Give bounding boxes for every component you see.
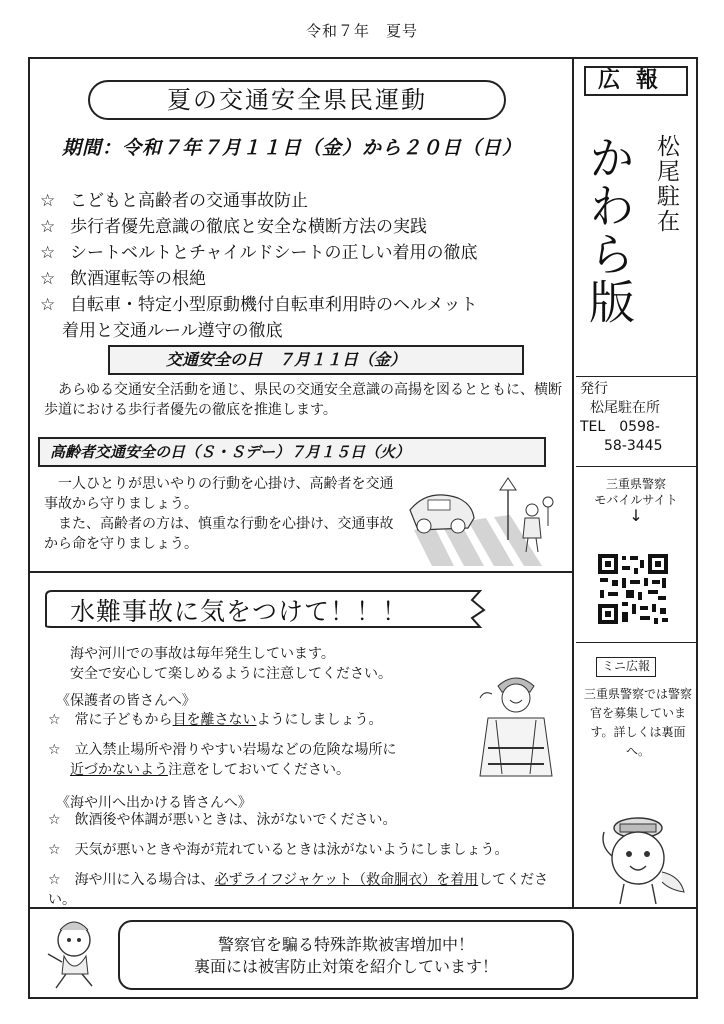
- goal-continued: 着用と交通ルール遵守の徹底: [62, 321, 283, 341]
- divider: [576, 642, 696, 643]
- star-icon: ☆: [40, 191, 56, 211]
- safety-day-text: あらゆる交通安全活動を通じ、県民の交通安全意識の高揚を図るとともに、横断歩道における歩行者優先の徹底を推進します。: [44, 382, 562, 418]
- star-icon: ☆: [48, 812, 61, 828]
- star-icon: ☆: [40, 217, 56, 237]
- elderly-day-text: 一人ひとりが思いやりの行動を心掛け、高齢者を交通事故から守りましょう。 また、高齢者の方は、慎重な行動を心掛け、交通事故から命を守りましょう。: [44, 476, 394, 552]
- star-icon: ☆: [48, 872, 61, 888]
- star-icon: ☆: [48, 742, 61, 758]
- list-item: ☆ 飲酒後や体調が悪いときは、泳がないでください。: [48, 812, 397, 828]
- campaign-goals: [40, 188, 570, 344]
- sea-header: 《海や川へ出かける皆さんへ》: [56, 795, 252, 811]
- star-icon: ☆: [48, 712, 61, 728]
- list-item: ☆ 海や川に入る場合は、必ずライフジャケット（救命胴衣）を着用してください。: [48, 872, 549, 908]
- sea-list: [48, 810, 568, 920]
- star-icon: ☆: [40, 269, 56, 289]
- crosswalk-illustration: [404, 470, 566, 566]
- qr-code[interactable]: [596, 552, 670, 626]
- campaign-period: 期間：令和７年７月１１日（金）から２０日（日）: [62, 137, 523, 159]
- kouhou-label: 広報: [584, 66, 688, 96]
- star-icon: ☆: [40, 295, 56, 315]
- elderly-day-title: 高齢者交通安全の日（Ｓ・Ｓデー）７月１５日（火）: [38, 437, 546, 467]
- water-title: 水難事故に気をつけて！！！: [70, 597, 409, 626]
- publisher-info: 発行 松尾駐在所 TEL 0598- 58-3445: [580, 381, 663, 454]
- issue-label: 令和７年 夏号: [305, 22, 418, 40]
- title-big: かわら版: [582, 134, 636, 326]
- guardians-header: 《保護者の皆さんへ》: [56, 693, 196, 709]
- fraud-notice: 警察官を騙る特殊詐欺被害増加中！ 裏面には被害防止対策を紹介しています！: [118, 920, 574, 990]
- goal-item: ☆ シートベルトとチャイルドシートの正しい着用の徹底: [40, 240, 570, 266]
- list-item: ☆ 常に子どもから目を離さないようにしましょう。: [48, 712, 383, 728]
- goal-item: ☆ 飲酒運転等の根絶: [40, 266, 570, 292]
- star-icon: ☆: [40, 243, 56, 263]
- campaign-title: 夏の交通安全県民運動: [88, 80, 506, 120]
- star-icon: ☆: [48, 842, 61, 858]
- arrow-down-icon: ↓: [629, 506, 643, 525]
- safety-day-title: 交通安全の日 ７月１１日（金）: [108, 345, 524, 375]
- guardian-list: [48, 710, 468, 780]
- police-mascot-illustration: [588, 812, 688, 908]
- mini-kouhou-label: ミニ広報: [596, 657, 656, 677]
- list-item: ☆ 立入禁止場所や滑りやすい岩場などの危険な場所に 近づかないよう注意をしておいてください。: [48, 742, 397, 778]
- life-jacket-illustration: [470, 668, 562, 790]
- mascot-running-illustration: [42, 916, 106, 994]
- list-item: ☆ 天気が悪いときや海が荒れているときは泳がないようにしましょう。: [48, 842, 509, 858]
- goal-item: ☆ 自転車・特定小型原動機付自転車利用時のヘルメット: [40, 292, 570, 318]
- divider: [576, 466, 696, 467]
- divider: [576, 376, 696, 377]
- mobile-site-label: 三重県警察 モバイルサイト ↓: [580, 476, 692, 524]
- water-intro: 海や河川での事故は毎年発生しています。 安全で安心して楽しめるように注意してください。: [70, 646, 392, 682]
- recruit-text: 三重県警察では警察官を募集しています。詳しくは裏面へ。: [583, 687, 692, 758]
- goal-item: ☆ 歩行者優先意識の徹底と安全な横断方法の実践: [40, 214, 570, 240]
- goal-item: ☆ こどもと高齢者の交通事故防止: [40, 188, 570, 214]
- title-small: 松尾駐在: [653, 134, 679, 234]
- newsletter-title: [577, 118, 695, 380]
